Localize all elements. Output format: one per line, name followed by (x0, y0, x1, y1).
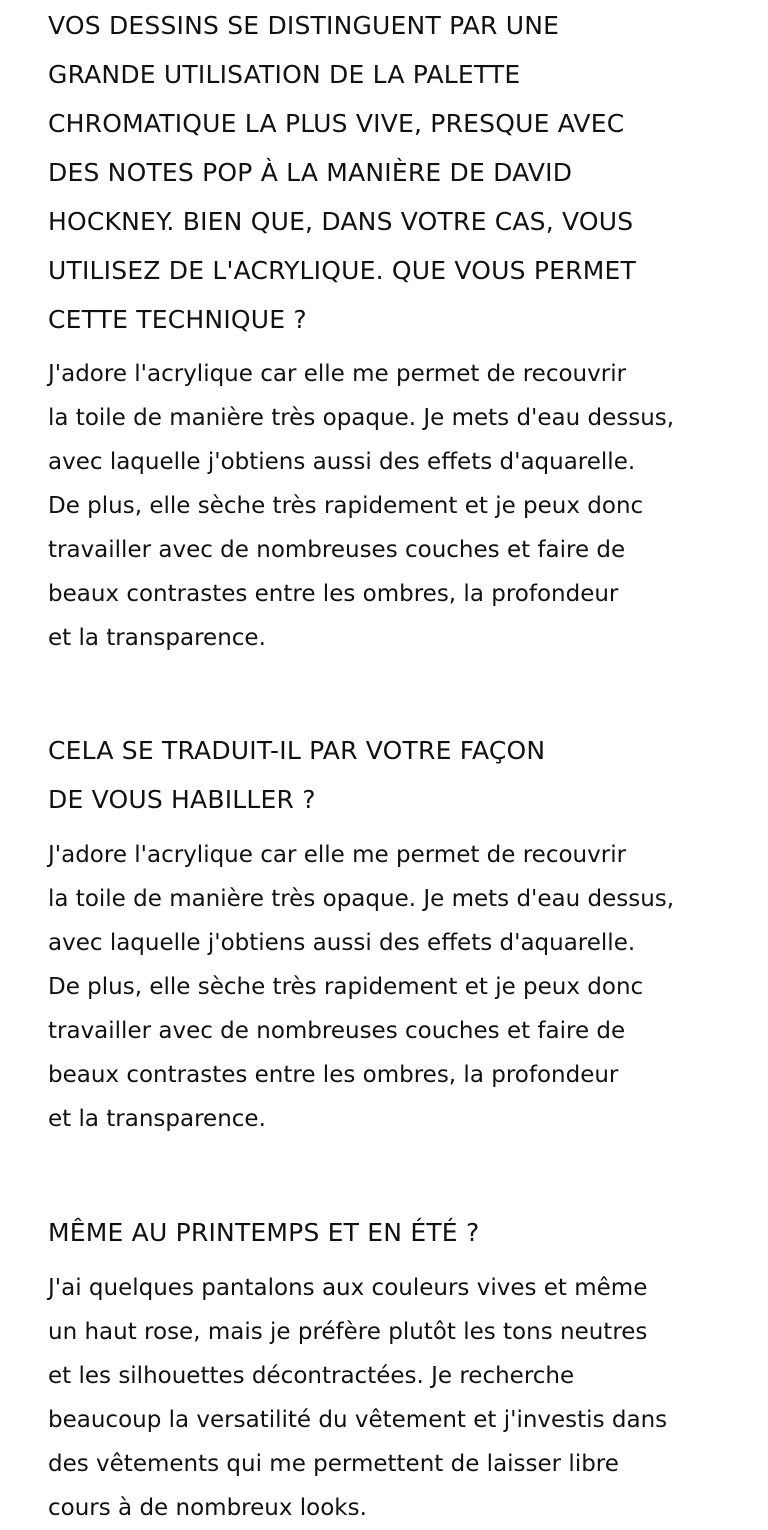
question-line: DES NOTES POP À LA MANIÈRE DE DAVID (48, 158, 573, 187)
answer-line: avec laquelle j'obtiens aussi des effets d'aquarelle. (48, 930, 636, 956)
answer-paragraph-1 (48, 352, 720, 660)
answer-line: J'ai quelques pantalons aux couleurs vives et même (48, 1275, 648, 1301)
question-heading-2 (48, 726, 720, 824)
answer-line: et la transparence. (48, 1106, 266, 1132)
answer-line: J'adore l'acrylique car elle me permet de recouvrir (48, 842, 627, 868)
answer-line: De plus, elle sèche très rapidement et je peux donc (48, 493, 644, 519)
question-line: MÊME AU PRINTEMPS ET EN ÉTÉ ? (48, 1218, 480, 1247)
question-line: CELA SE TRADUIT-IL PAR VOTRE FAÇON (48, 736, 546, 765)
answer-paragraph-2 (48, 833, 720, 1141)
answer-line: un haut rose, mais je préfère plutôt les tons neutres (48, 1319, 648, 1345)
question-line: GRANDE UTILISATION DE LA PALETTE (48, 60, 521, 89)
question-heading-1 (48, 0, 720, 344)
answer-line: beaux contrastes entre les ombres, la profondeur (48, 581, 619, 607)
answer-line: travailler avec de nombreuses couches et faire de (48, 1018, 626, 1044)
answer-line: travailler avec de nombreuses couches et faire de (48, 537, 626, 563)
question-line: VOS DESSINS SE DISTINGUENT PAR UNE (48, 11, 560, 40)
answer-line: et les silhouettes décontractées. Je recherche (48, 1363, 575, 1389)
answer-line: des vêtements qui me permettent de laisser libre (48, 1451, 619, 1477)
answer-line: beaux contrastes entre les ombres, la profondeur (48, 1062, 619, 1088)
question-line: CETTE TECHNIQUE ? (48, 305, 307, 334)
answer-line: la toile de manière très opaque. Je mets d'eau dessus, (48, 405, 675, 431)
answer-line: De plus, elle sèche très rapidement et je peux donc (48, 974, 644, 1000)
question-heading-3 (48, 1208, 720, 1257)
answer-line: J'adore l'acrylique car elle me permet de recouvrir (48, 361, 627, 387)
interview-section-1 (48, 0, 720, 660)
answer-line: cours à de nombreux looks. (48, 1495, 367, 1521)
question-line: DE VOUS HABILLER ? (48, 785, 316, 814)
answer-line: et la transparence. (48, 625, 266, 651)
question-line: CHROMATIQUE LA PLUS VIVE, PRESQUE AVEC (48, 109, 625, 138)
answer-line: la toile de manière très opaque. Je mets d'eau dessus, (48, 886, 675, 912)
interview-section-3 (48, 1208, 720, 1530)
interview-section-2 (48, 726, 720, 1141)
answer-paragraph-3 (48, 1266, 720, 1530)
answer-line: beaucoup la versatilité du vêtement et j'investis dans (48, 1407, 668, 1433)
question-line: HOCKNEY. BIEN QUE, DANS VOTRE CAS, VOUS (48, 207, 634, 236)
answer-line: avec laquelle j'obtiens aussi des effets d'aquarelle. (48, 449, 636, 475)
question-line: UTILISEZ DE L'ACRYLIQUE. QUE VOUS PERMET (48, 256, 636, 285)
